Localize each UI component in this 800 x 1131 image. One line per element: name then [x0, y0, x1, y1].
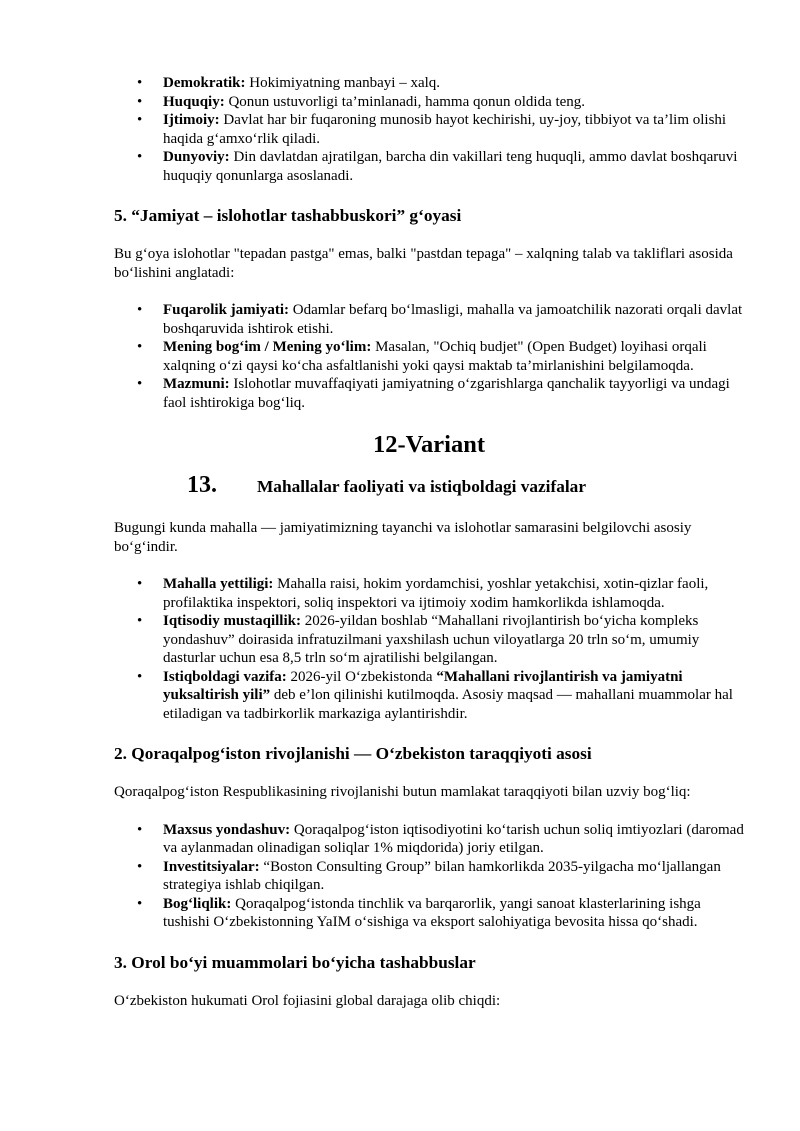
bullet-icon: • [137, 93, 143, 110]
bullet-icon: • [137, 576, 143, 592]
section-number: 13. [187, 472, 217, 498]
bullet-icon: • [137, 821, 143, 838]
section-intro: Bugungi kunda mahalla — jamiyatimizning tayanchi va islohotlar samarasini belgilovchi asosiy bo‘g‘indir. [114, 520, 692, 555]
list-item [137, 821, 744, 858]
item-label: Maxsus yondashuv: [163, 821, 291, 838]
item-text: Mahalla raisi, hokim yordamchisi, yoshlar yetakchisi, xotin-qizlar faoli, profilaktika inspektori, soliq inspektori va ijtimoiy xodim hamkorlikda ishlamoqda. [163, 576, 709, 611]
section-heading: 5. “Jamiyat – islohotlar tashabbuskori” g‘oyasi [114, 206, 462, 225]
list-item [137, 858, 744, 895]
section-intro: Bu g‘oya islohotlar "tepadan pastga" emas, balki "pastdan tepaga" – xalqning talab va takliflari asosida bo‘lishini anglatadi: [114, 246, 733, 281]
bullet-icon: • [137, 858, 143, 875]
item-label: Huquqiy: [163, 93, 225, 110]
item-text: Din davlatdan ajratilgan, barcha din vakillari teng huquqli, ammo davlat boshqaruvi huquqiy qonunlarga asoslanadi. [163, 149, 738, 184]
section-intro: Qoraqalpog‘iston Respublikasining rivojlanishi butun mamlakat taraqqiyoti bilan uzviy bog‘liq: [114, 784, 691, 800]
list-item [137, 74, 744, 93]
item-label: Iqtisodiy mustaqillik: [163, 613, 301, 629]
item-label: Ijtimoiy: [163, 112, 220, 128]
item-text: Masalan, "Ochiq budjet" (Open Budget) loyihasi orqali xalqning o‘zi qaysi ko‘cha asfaltlanishi yoki qaysi maktab ta’mirlanishini belgilamoqda. [163, 339, 707, 374]
section-heading: 2. Qoraqalpog‘iston rivojlanishi — O‘zbekiston taraqqiyoti asosi [114, 744, 592, 763]
bullet-icon: • [137, 112, 143, 128]
item-label: Investitsiyalar: [163, 858, 260, 875]
item-text: 2026-yildan boshlab “Mahallani rivojlantirish bo‘yicha kompleks yondashuv” doirasida infratuzilmani yaxshilash uchun viloyatlarga 20 trln so‘m, umumiy dasturlar uchun esa 8,5 trln so‘m ajratilishi belgilangan. [163, 613, 700, 666]
list-item [137, 375, 744, 412]
list-item [137, 148, 744, 185]
item-text: Qoraqalpog‘istonda tinchlik va barqarorlik, yangi sanoat klasterlarining ishga tushishi O‘zbekistonning YaIM o‘sishiga va eksport salohiyatiga bevosita hissa qo‘shadi. [163, 895, 701, 930]
bullet-icon: • [137, 339, 143, 355]
list-item [137, 612, 744, 668]
item-label: Dunyoviy: [163, 149, 230, 165]
item-label: Mazmuni: [163, 376, 230, 392]
item-text: 2026-yil O‘zbekistonda [286, 668, 437, 685]
bullet-icon: • [137, 302, 143, 318]
item-label: Demokratik: [163, 75, 246, 91]
list-item [137, 895, 744, 932]
item-text: Islohotlar muvaffaqiyati jamiyatning o‘zgarishlarga qanchalik tayyorligi va undagi faol ishtirokiga bog‘liq. [163, 376, 730, 411]
item-text: “Boston Consulting Group” bilan hamkorlikda 2035-yilgacha mo‘ljallangan strategiya ishlab chiqilgan. [163, 858, 721, 893]
state-principles-list [114, 74, 744, 185]
list-item [137, 338, 744, 375]
list-item [137, 301, 744, 338]
item-label: Bog‘liqlik: [163, 895, 232, 912]
bullet-icon: • [137, 376, 143, 392]
karakalpakstan-list [114, 821, 744, 932]
item-label: Istiqboldagi vazifa: [163, 668, 287, 685]
item-text: Davlat har bir fuqaroning munosib hayot kechirishi, uy-joy, tibbiyot va ta’lim olishi haqida g‘amxo‘rlik qiladi. [163, 112, 727, 147]
list-item [137, 111, 744, 148]
bullet-icon: • [137, 895, 143, 912]
section-intro: O‘zbekiston hukumati Orol fojiasini global darajaga olib chiqdi: [114, 992, 501, 1009]
bullet-icon: • [137, 668, 143, 685]
item-text: Qonun ustuvorligi ta’minlanadi, hamma qonun oldida teng. [224, 93, 586, 110]
mahalla-list [114, 575, 744, 723]
list-item [137, 93, 744, 112]
item-text: Odamlar befarq bo‘lmasligi, mahalla va jamoatchilik nazorati orqali davlat boshqaruvida ishtirok etishi. [163, 302, 743, 337]
document-content [114, 74, 744, 1010]
list-item [137, 575, 744, 612]
item-text: deb e’lon qilinishi kutilmoqda. Asosiy maqsad — mahallani muammolar hal etiladigan va tadbirkorlik markaziga aylantirishdir. [163, 687, 733, 722]
section-13-heading [114, 471, 744, 501]
item-label: Mening bog‘im / Mening yo‘lim: [163, 339, 372, 355]
item-text: Hokimiyatning manbayi – xalq. [245, 75, 441, 91]
item-label: Fuqarolik jamiyati: [163, 302, 289, 318]
list-item [137, 668, 744, 724]
bullet-icon: • [137, 75, 143, 91]
item-label: Mahalla yettiligi: [163, 576, 274, 592]
bullet-icon: • [137, 149, 143, 165]
section-heading: 3. Orol bo‘yi muammolari bo‘yicha tashabbuslar [114, 952, 476, 972]
section-title: Mahallalar faoliyati va istiqboldagi vazifalar [257, 477, 586, 496]
variant-title: 12-Variant [372, 431, 486, 458]
item-emphasis: “Mahallani rivojlantirish va jamiyatni yuksaltirish yili” [163, 668, 683, 703]
bullet-icon: • [137, 613, 143, 629]
item-text: Qoraqalpog‘iston iqtisodiyotini ko‘tarish uchun soliq imtiyozlari (daromad va aylanmadan olinadigan soliqlar 1% miqdorida) joriy etilgan. [163, 821, 744, 856]
reform-list [114, 301, 744, 412]
